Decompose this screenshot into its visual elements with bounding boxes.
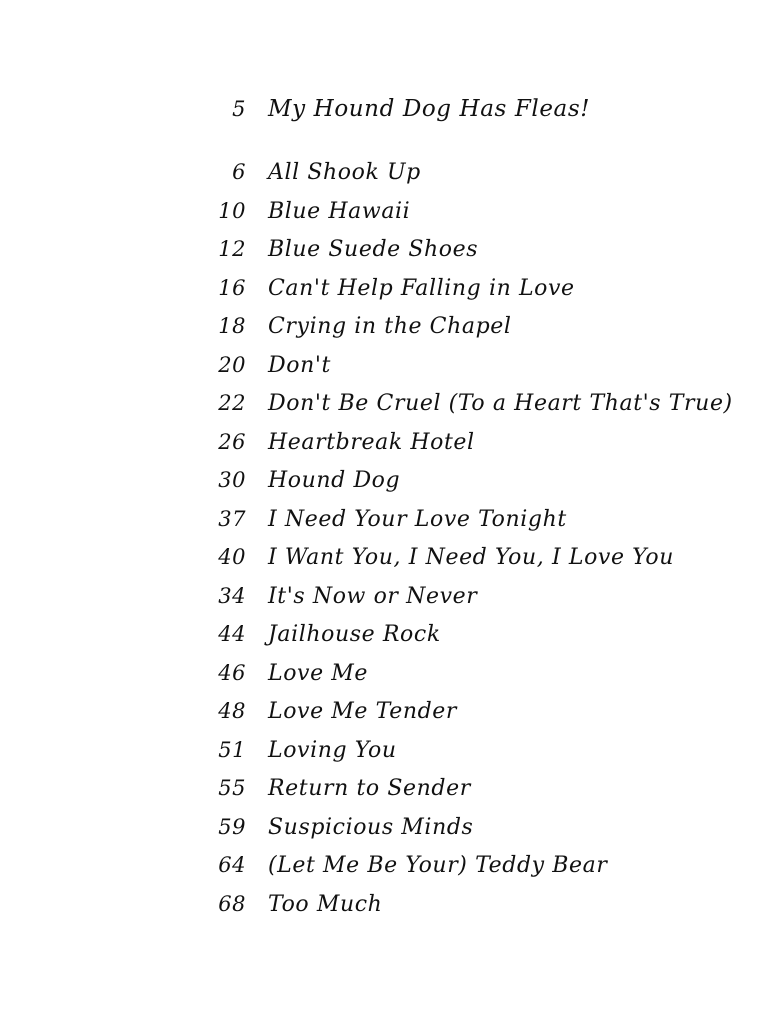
toc-entry-title: Don't Be Cruel (To a Heart That's True) [268,391,733,416]
toc-page-number: 55 [218,776,246,800]
toc-entry-title: I Want You, I Need You, I Love You [268,545,674,570]
toc-page-number: 68 [218,891,246,916]
toc-page-number: 22 [218,391,246,415]
toc-entry [0,199,768,224]
toc-page-number: 59 [218,814,246,839]
toc-page-number: 10 [218,198,246,223]
toc-page-number: 64 [218,853,246,877]
toc-entry-title: Don't [268,352,331,378]
toc-entry [0,160,768,185]
toc-page-number: 44 [218,622,246,646]
toc-entry [0,314,768,339]
toc-entry-title: Return to Sender [268,776,471,801]
toc-entry-title: Loving You [268,737,397,763]
toc-page-number: 20 [218,352,246,377]
toc-entry [0,738,768,763]
toc-entry-title: Blue Hawaii [268,198,411,224]
toc-entry [0,237,768,262]
toc-entry [0,699,768,724]
toc-entry-title: Heartbreak Hotel [268,429,475,455]
toc-page-number: 5 [232,97,246,121]
toc-entry-title: I Need Your Love Tonight [268,506,567,532]
toc-entry [0,853,768,878]
toc-entry-title: Jailhouse Rock [268,622,441,647]
toc-entry [0,545,768,570]
toc-entry-title: Blue Suede Shoes [268,237,479,262]
toc-entry [0,276,768,301]
toc-entry [0,507,768,532]
toc-entry [0,622,768,647]
toc-page-number: 40 [218,545,246,569]
toc-entry-title: Love Me Tender [268,699,458,724]
toc-page-number: 51 [218,737,246,762]
toc-entry [0,892,768,917]
toc-page-number: 37 [218,506,246,531]
toc-page-number: 26 [218,429,246,454]
toc-entry-title: All Shook Up [268,160,421,185]
toc-entry-title: It's Now or Never [268,583,478,609]
toc-entry [0,815,768,840]
toc-page-number: 46 [218,660,246,685]
toc-entry [0,430,768,455]
toc-page-number: 48 [218,699,246,723]
toc-entry-title: Crying in the Chapel [268,314,512,339]
toc-entry [0,391,768,416]
toc-page-number: 34 [218,583,246,608]
toc-entry-title: Too Much [268,891,383,917]
toc-page-number: 30 [218,468,246,492]
toc-page-number: 16 [218,275,246,300]
toc-entry-featured [0,96,768,122]
toc-entry [0,468,768,493]
toc-entry [0,776,768,801]
toc-page-number: 6 [232,160,246,184]
table-of-contents [0,96,768,930]
toc-entry-title: Suspicious Minds [268,814,474,840]
toc-entry-title: (Let Me Be Your) Teddy Bear [268,853,608,878]
toc-page-number: 18 [218,314,246,338]
toc-entry-title: Can't Help Falling in Love [268,275,575,301]
toc-entry-title: Love Me [268,660,369,686]
toc-entry [0,584,768,609]
toc-entry-title: My Hound Dog Has Fleas! [268,96,591,122]
toc-entry [0,353,768,378]
toc-page-number: 12 [218,237,246,261]
toc-entry [0,661,768,686]
toc-entry-title: Hound Dog [268,468,401,493]
